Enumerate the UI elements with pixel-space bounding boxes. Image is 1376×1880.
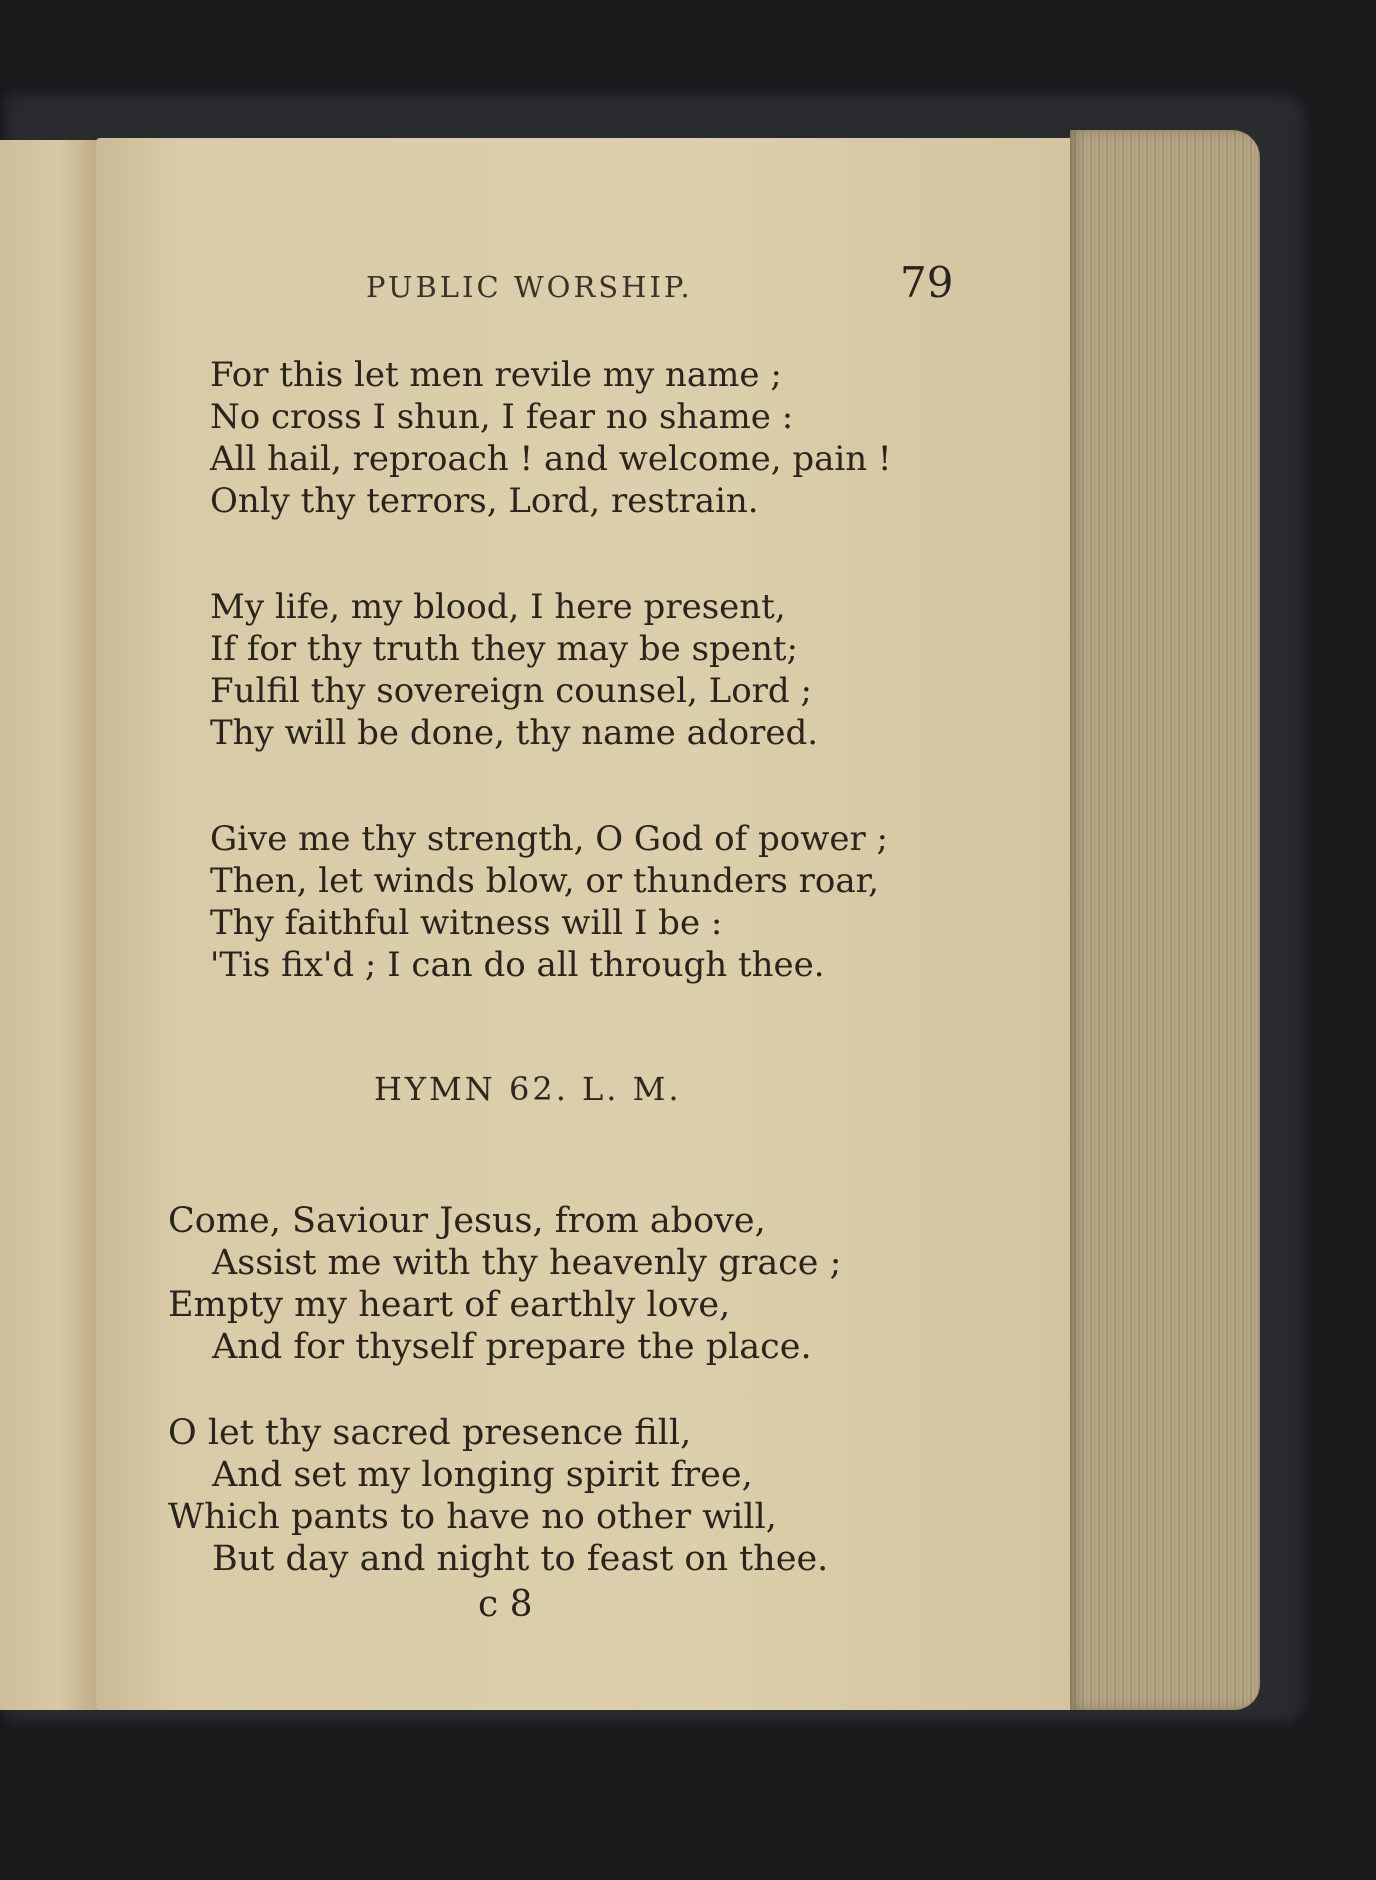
verse-line: 'Tis fix'd ; I can do all through thee. bbox=[210, 945, 825, 985]
verse-line: Thy will be done, thy name adored. bbox=[210, 713, 819, 753]
signature-mark: c 8 bbox=[478, 1584, 533, 1625]
verse-line: Give me thy strength, O God of power ; bbox=[210, 819, 888, 859]
verse-line: My life, my blood, I here present, bbox=[210, 587, 786, 627]
verse-line: Thy faithful witness will I be : bbox=[210, 903, 723, 943]
verse-line: And for thyself prepare the place. bbox=[212, 1327, 812, 1367]
hymn-title: HYMN 62. L. M. bbox=[374, 1070, 682, 1108]
verse-line: Fulfil thy sovereign counsel, Lord ; bbox=[210, 671, 812, 711]
stanza-2 bbox=[210, 586, 818, 754]
verse-line: All hail, reproach ! and welcome, pain ! bbox=[210, 439, 892, 479]
verse-line: Come, Saviour Jesus, from above, bbox=[168, 1201, 766, 1241]
verse-line: Only thy terrors, Lord, restrain. bbox=[210, 481, 759, 521]
verse-line: Empty my heart of earthly love, bbox=[168, 1285, 731, 1325]
verse-line: And set my longing spirit free, bbox=[212, 1455, 753, 1495]
page-number: 79 bbox=[900, 258, 954, 307]
verse-line: O let thy sacred presence fill, bbox=[168, 1413, 692, 1453]
stanza-3 bbox=[210, 818, 888, 986]
verse-line: For this let men revile my name ; bbox=[210, 355, 782, 395]
verse-line: If for thy truth they may be spent; bbox=[210, 629, 798, 669]
verse-line: No cross I shun, I fear no shame : bbox=[210, 397, 794, 437]
stanza-1 bbox=[210, 354, 892, 522]
verse-line: Then, let winds blow, or thunders roar, bbox=[210, 861, 879, 901]
hymn-stanza-2 bbox=[168, 1412, 828, 1580]
running-head: PUBLIC WORSHIP. bbox=[366, 270, 693, 304]
verse-line: Which pants to have no other will, bbox=[168, 1497, 777, 1537]
hymn-stanza-1 bbox=[168, 1200, 841, 1368]
verse-line: But day and night to feast on thee. bbox=[212, 1539, 829, 1579]
verse-line: Assist me with thy heavenly grace ; bbox=[212, 1243, 842, 1283]
